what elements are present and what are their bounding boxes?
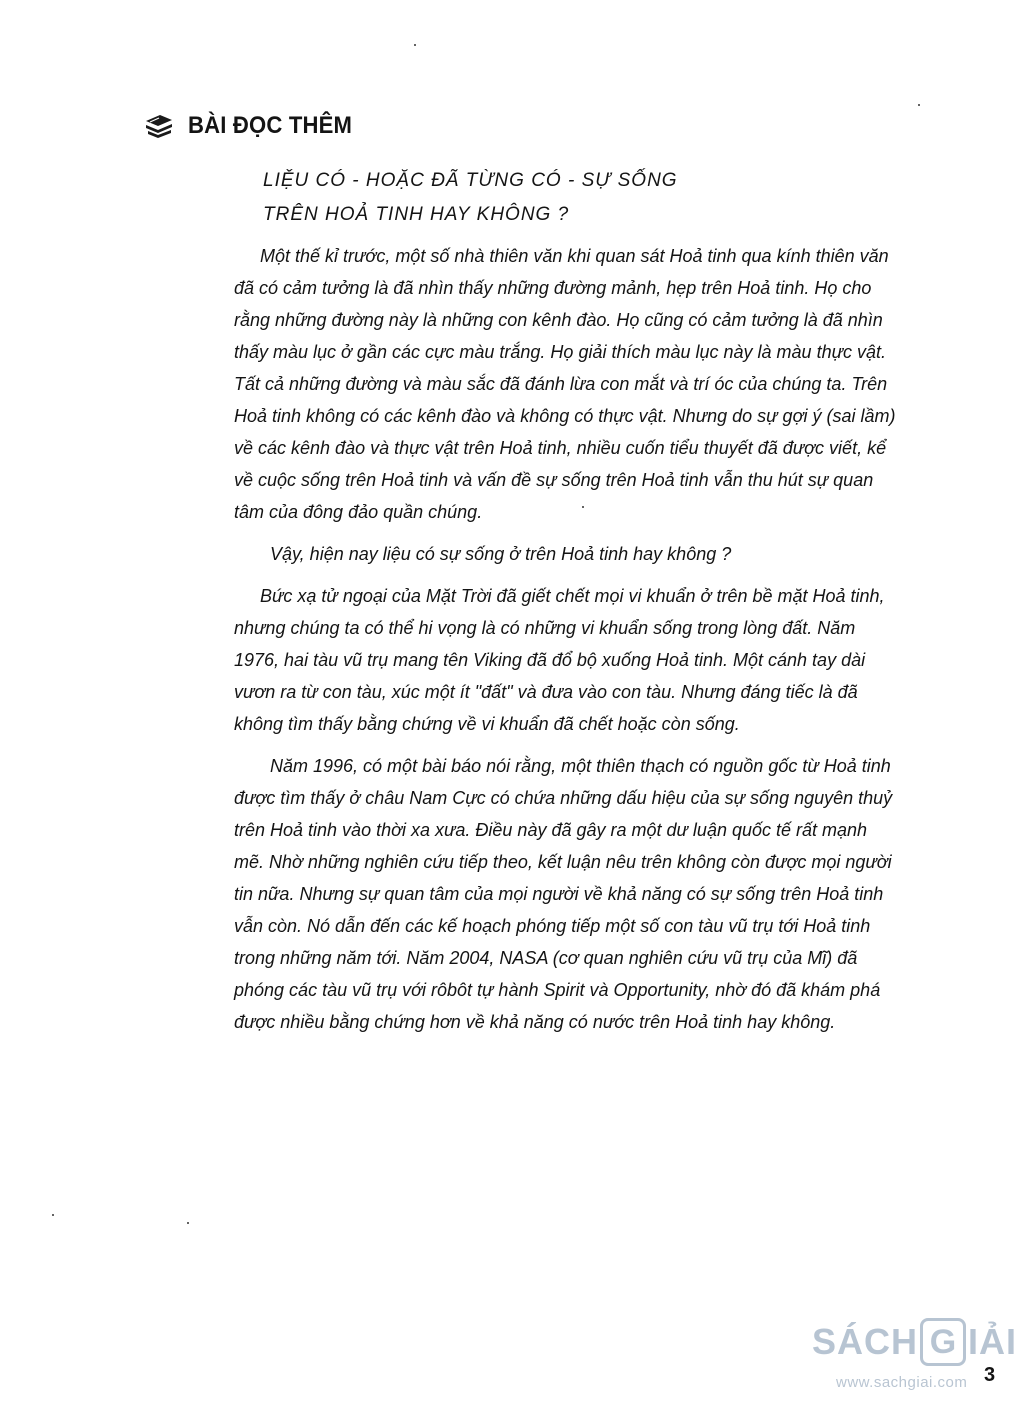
section-heading-text: BÀI ĐỌC THÊM	[188, 112, 353, 139]
text-line: nhưng chúng ta có thể hi vọng là có những vi khuẩn sống trong lòng đất. Năm	[234, 618, 856, 638]
text-line: tin nữa. Nhưng sự quan tâm của mọi người về khả năng có sự sống trên Hoả tinh	[234, 884, 884, 904]
text-line: Một thế kỉ trước, một số nhà thiên văn khi quan sát Hoả tinh qua kính thiên văn	[260, 246, 889, 266]
text-line: trong những năm tới. Năm 2004, NASA (cơ quan nghiên cứu vũ trụ của Mĩ) đã	[234, 948, 858, 968]
text-line: Hoả tinh không có các kênh đào và không có thực vật. Nhưng do sự gợi ý (sai lầm)	[234, 406, 896, 426]
book-stack-icon	[144, 112, 174, 140]
article-title-line-1: LIỆU CÓ - HOẶC ĐÃ TỪNG CÓ - SỰ SỐNG	[263, 170, 678, 191]
scan-speck	[52, 1214, 54, 1216]
text-line: thấy màu lục ở gần các cực màu trắng. Họ giải thích màu lục này là màu thực vật.	[234, 342, 886, 362]
text-line: đã có cảm tưởng là đã nhìn thấy những đường mảnh, hẹp trên Hoả tinh. Họ cho	[234, 278, 872, 298]
text-line: không tìm thấy bằng chứng về vi khuẩn đã chết hoặc còn sống.	[234, 714, 740, 734]
watermark-word-left: SÁCH	[812, 1321, 919, 1362]
watermark-boxed-letter: G	[920, 1318, 966, 1366]
text-line: tâm của đông đảo quần chúng.	[234, 502, 483, 522]
text-line: về cuộc sống trên Hoả tinh và vấn đề sự sống trên Hoả tinh vẫn thu hút sự quan	[234, 470, 874, 490]
text-line: về các kênh đào và thực vật trên Hoả tinh, nhiều cuốn tiểu thuyết đã được viết, kể	[234, 438, 887, 458]
section-heading	[144, 112, 366, 140]
text-line: rằng những đường này là những con kênh đào. Họ cũng có cảm tưởng là đã nhìn	[234, 310, 883, 330]
page-number: 3	[984, 1364, 996, 1386]
watermark-logo	[812, 1318, 1017, 1366]
article-title-line-2: TRÊN HOẢ TINH HAY KHÔNG ?	[263, 204, 570, 225]
scan-speck	[582, 506, 584, 508]
scan-speck	[918, 104, 920, 106]
text-line: vươn ra từ con tàu, xúc một ít "đất" và đưa vào con tàu. Nhưng đáng tiếc là đã	[234, 682, 858, 702]
text-line: vẫn còn. Nó dẫn đến các kế hoạch phóng tiếp một số con tàu vũ trụ tới Hoả tinh	[234, 916, 871, 936]
text-line: mẽ. Nhờ những nghiên cứu tiếp theo, kết luận nêu trên không còn được mọi người	[234, 852, 892, 872]
text-line: Năm 1996, có một bài báo nói rằng, một thiên thạch có nguồn gốc từ Hoả tinh	[270, 756, 891, 776]
text-line: Bức xạ tử ngoại của Mặt Trời đã giết chết mọi vi khuẩn ở trên bề mặt Hoả tinh,	[260, 586, 885, 606]
scan-speck	[187, 1222, 189, 1224]
scan-speck	[414, 44, 416, 46]
text-line: 1976, hai tàu vũ trụ mang tên Viking đã đổ bộ xuống Hoả tinh. Một cánh tay dài	[234, 650, 866, 670]
text-line: Vậy, hiện nay liệu có sự sống ở trên Hoả tinh hay không ?	[270, 544, 732, 564]
text-line: được nhiều bằng chứng hơn về khả năng có nước trên Hoả tinh hay không.	[234, 1012, 836, 1032]
text-line: phóng các tàu vũ trụ với rôbôt tự hành Spirit và Opportunity, nhờ đó đã khám phá	[234, 980, 881, 1000]
text-line: trên Hoả tinh vào thời xa xưa. Điều này đã gây ra một dư luận quốc tế rất mạnh	[234, 820, 868, 840]
watermark-url: www.sachgiai.com	[836, 1374, 968, 1391]
text-line: được tìm thấy ở châu Nam Cực có chứa những dấu hiệu của sự sống nguyên thuỷ	[234, 788, 893, 808]
watermark-word-right: IẢI	[968, 1321, 1018, 1362]
text-line: Tất cả những đường và màu sắc đã đánh lừa con mắt và trí óc của chúng ta. Trên	[234, 374, 888, 394]
